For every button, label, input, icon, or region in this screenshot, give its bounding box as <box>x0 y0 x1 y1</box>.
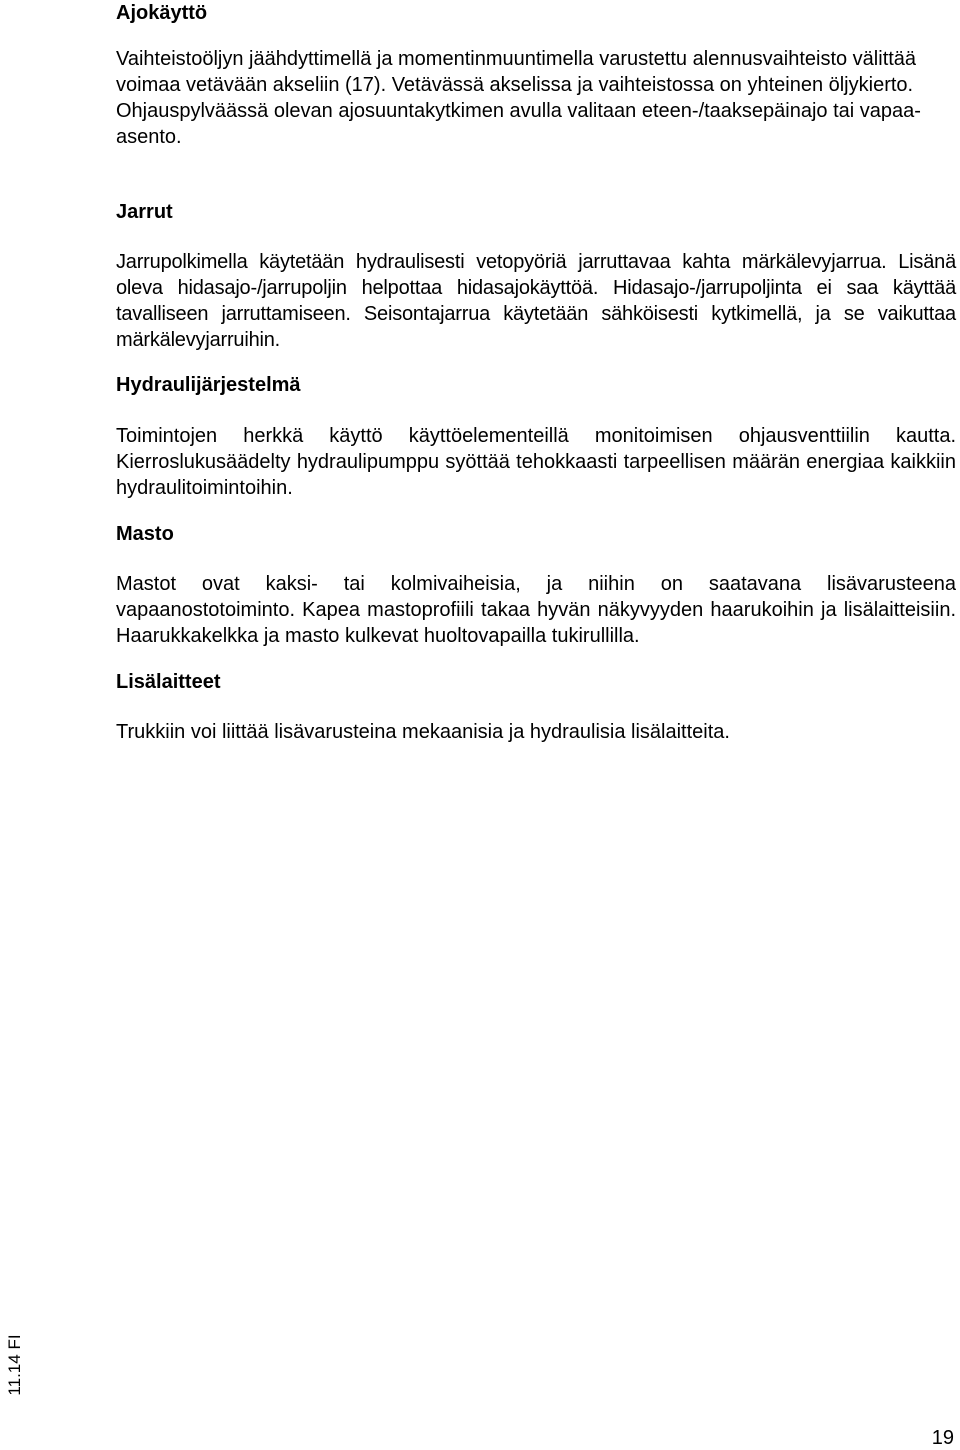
section-heading-masto: Masto <box>116 523 174 545</box>
section-heading-lisalaitteet: Lisälaitteet <box>116 671 221 693</box>
edition-label-text: 11.14 FI <box>5 1334 24 1396</box>
section-text-hydraulijarjestelma: Toimintojen herkkä käyttö käyttöelementeillä monitoimisen ohjausventtiilin kautta. Kierroslukusäädelty hydraulipumppu syöttää tehokkaasti tarpeellisen määrän energiaa kaikkiin hydraulitoimintoihin. <box>116 425 956 499</box>
section-heading-jarrut: Jarrut <box>116 201 173 223</box>
section-heading-ajokaytto: Ajokäyttö <box>116 2 208 24</box>
edition-label <box>0 1325 30 1405</box>
section-heading-hydraulijarjestelma: Hydraulijärjestelmä <box>116 374 301 396</box>
page-number: 19 <box>931 1427 954 1449</box>
section-text-ajokaytto: Vaihteistoöljyn jäähdyttimellä ja momentinmuuntimella varustettu alennusvaihteisto välittää voimaa vetävään akseliin (17). Vetävässä akselissa ja vaihteistossa on yhteinen öljykierto. Ohjauspylväässä olevan ajosuuntakytkimen avulla valitaan eteen-/taaksepäinajo tai vapaa-asento. <box>116 48 921 148</box>
section-text-jarrut: Jarrupolkimella käytetään hydraulisesti vetopyöriä jarruttavaa kahta märkälevyjarrua. Lisänä oleva hidasajo-/jarrupoljin helpottaa hidasajokäyttöä. Hidasajo-/jarrupoljinta ei saa käyttää tavalliseen jarruttamiseen. Seisontajarrua käytetään sähköisesti kytkimellä, ja se vaikuttaa märkälevyjarruihin. <box>116 251 956 351</box>
section-text-masto: Mastot ovat kaksi- tai kolmivaiheisia, ja niihin on saatavana lisävarusteena vapaanostotoiminto. Kapea mastoprofiili takaa hyvän näkyvyyden haarukoihin ja lisälaitteisiin. Haarukkakelkka ja masto kulkevat huoltovapailla tukirullilla. <box>116 573 956 647</box>
section-text-lisalaitteet: Trukkiin voi liittää lisävarusteina mekaanisia ja hydraulisia lisälaitteita. <box>116 721 730 743</box>
